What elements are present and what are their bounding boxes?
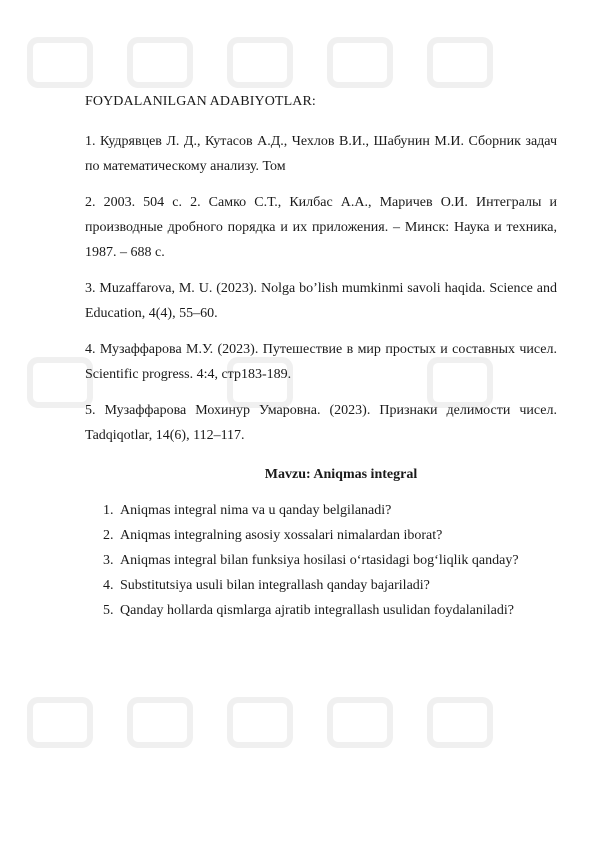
reference-item: 5. Музаффарова Мохинур Умаровна. (2023). Признаки делимости чисел. Tadqiqotlar, 14(6), 112–117.: [85, 403, 557, 443]
question-number: 5.: [103, 603, 114, 618]
document-page: [85, 92, 557, 623]
reference-item: 1. Кудрявцев Л. Д., Кутасов А.Д., Чехлов В.И., Шабунин М.И. Сборник задач по математическому анализу. Том: [85, 134, 557, 174]
question-number: 4.: [103, 578, 114, 593]
question-text: Aniqmas integralning asosiy xossalari nimalardan iborat?: [120, 528, 443, 543]
reference-item: 4. Музаффарова М.У. (2023). Путешествие в мир простых и составных чисел. Scientific progress. 4:4, стр183-189.: [85, 342, 557, 382]
question-text: Aniqmas integral nima va u qanday belgilanadi?: [120, 503, 392, 518]
question-number: 2.: [103, 528, 114, 543]
question-item: [85, 573, 520, 598]
question-item: [85, 498, 520, 523]
topic-title: Mavzu: Aniqmas integral: [264, 467, 418, 482]
question-item: [85, 523, 520, 548]
reference-item: 3. Muzaffarova, M. U. (2023). Nolga bo’lish mumkinmi savoli haqida. Science and Education, 4(4), 55–60.: [85, 281, 557, 321]
question-number: 1.: [103, 503, 114, 518]
question-number: 3.: [103, 553, 114, 568]
question-text: Substitutsiya usuli bilan integrallash qanday bajariladi?: [120, 578, 430, 593]
question-item: [85, 598, 520, 623]
question-item: [85, 548, 520, 573]
question-text: Qanday hollarda qismlarga ajratib integrallash usulidan foydalaniladi?: [120, 603, 514, 618]
question-list: [85, 498, 557, 623]
references-heading: FOYDALANILGAN ADABIYOTLAR:: [85, 94, 316, 109]
references-list: [85, 129, 557, 448]
reference-item: 2. 2003. 504 с. 2. Самко С.Т., Килбас А.А., Маричев О.И. Интегралы и производные дробного порядка и их приложения. – Минск: Наука и техника, 1987. – 688 с.: [85, 195, 557, 260]
question-text: Aniqmas integral bilan funksiya hosilasi o‘rtasidagi bog‘liqlik qanday?: [120, 553, 519, 568]
